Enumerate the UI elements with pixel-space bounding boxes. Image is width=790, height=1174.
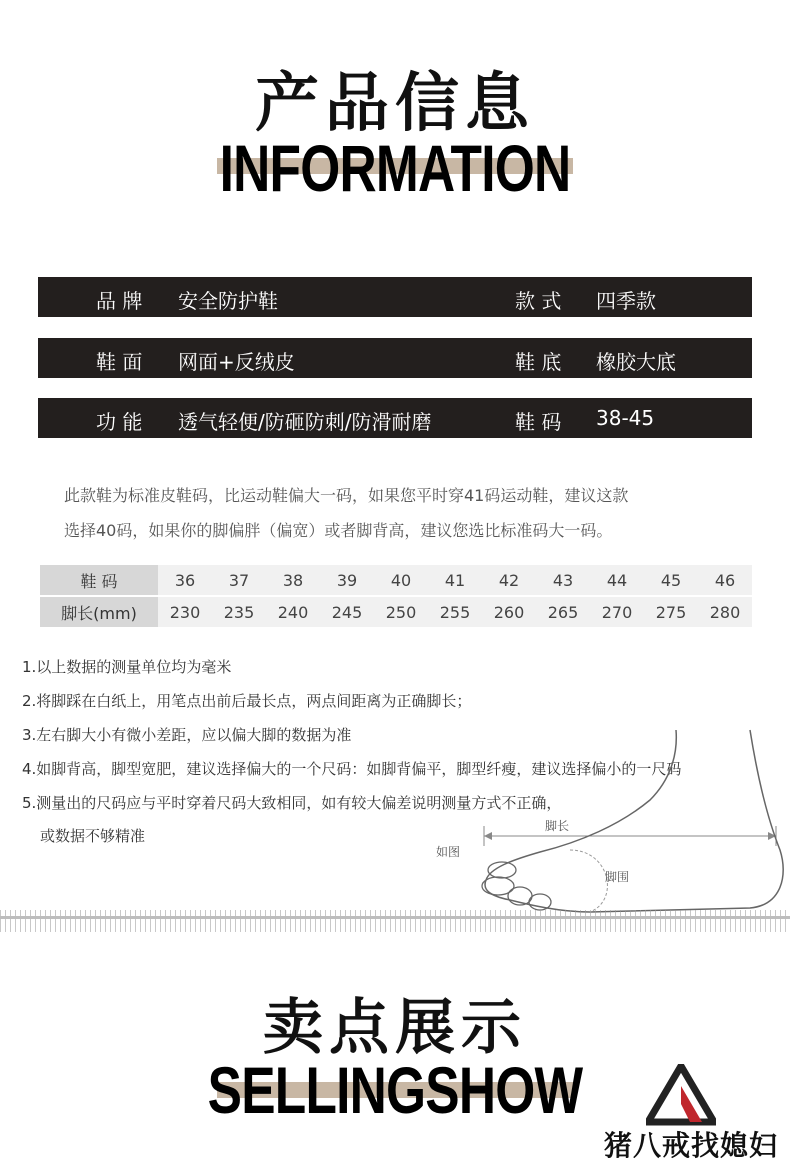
size-cell: 43 — [536, 565, 590, 596]
length-cell: 260 — [482, 596, 536, 627]
length-cell: 240 — [266, 596, 320, 627]
foot-figure-label: 如图 — [436, 845, 461, 859]
foot-length-label: 脚长 — [545, 819, 570, 833]
info-value-sole: 橡胶大底 — [596, 350, 676, 374]
info-label-function: 功 能 — [96, 410, 143, 434]
size-cell: 37 — [212, 565, 266, 596]
info-label-size: 鞋 码 — [515, 410, 562, 434]
selling-title-cn: 卖点展示 — [263, 993, 527, 1063]
foot-outline-icon — [485, 730, 783, 912]
toe-icon — [488, 862, 516, 878]
length-cell: 280 — [698, 596, 752, 627]
toe-icon — [529, 894, 551, 910]
sizing-note-line-2: 选择40码，如果你的脚偏胖（偏宽）或者脚背高，建议您选比标准码大一码。 — [64, 521, 613, 540]
measure-note-5-cont: 或数据不够精准 — [40, 827, 146, 845]
info-value-brand: 安全防护鞋 — [178, 289, 278, 313]
info-label-brand: 品 牌 — [96, 289, 143, 313]
size-cell: 45 — [644, 565, 698, 596]
foot-girth-curve — [570, 850, 607, 912]
info-label-upper: 鞋 面 — [96, 350, 143, 374]
watermark-text: 猪八戒找媳妇 — [603, 1129, 778, 1162]
length-cell: 270 — [590, 596, 644, 627]
triangle-logo-icon — [646, 1064, 716, 1126]
ruler-strip — [0, 910, 790, 932]
size-cell: 40 — [374, 565, 428, 596]
sizing-note-line-1: 此款鞋为标准皮鞋码，比运动鞋偏大一码，如果您平时穿41码运动鞋，建议这款 — [64, 486, 629, 505]
length-row — [40, 596, 752, 627]
measure-note-1: 1.以上数据的测量单位均为毫米 — [22, 658, 232, 676]
size-cell: 46 — [698, 565, 752, 596]
length-cell: 235 — [212, 596, 266, 627]
arrow-left-icon — [484, 832, 492, 840]
ruler-baseline — [0, 916, 790, 919]
foot-girth-label: 脚围 — [605, 870, 630, 884]
info-label-style: 款 式 — [515, 289, 562, 313]
measure-note-4: 4.如脚背高，脚型宽肥，建议选择偏大的一个尺码：如脚背偏平，脚型纤瘦，建议选择偏小的一尺码 — [22, 760, 682, 778]
info-row-brand — [38, 277, 752, 317]
length-cell: 250 — [374, 596, 428, 627]
info-title-en: INFORMATION — [219, 131, 571, 205]
measure-note-3: 3.左右脚大小有微小差距，应以偏大脚的数据为准 — [22, 726, 352, 744]
measure-note-5: 5.测量出的尺码应与平时穿着尺码大致相同，如有较大偏差说明测量方式不正确， — [22, 794, 562, 812]
info-value-size: 38-45 — [596, 406, 655, 430]
size-cell: 41 — [428, 565, 482, 596]
info-value-function: 透气轻便/防砸防刺/防滑耐磨 — [178, 410, 432, 434]
selling-title-en: SELLINGSHOW — [207, 1053, 583, 1127]
info-row-function — [38, 398, 752, 438]
size-cell: 42 — [482, 565, 536, 596]
measure-note-2: 2.将脚踩在白纸上，用笔点出前后最长点，两点间距离为正确脚长； — [22, 692, 472, 710]
length-cell: 245 — [320, 596, 374, 627]
info-value-upper: 网面+反绒皮 — [178, 350, 295, 374]
length-cell: 275 — [644, 596, 698, 627]
info-value-style: 四季款 — [596, 289, 656, 313]
length-cell: 265 — [536, 596, 590, 627]
size-cell: 44 — [590, 565, 644, 596]
info-row-upper — [38, 338, 752, 378]
info-title-cn: 产品信息 — [255, 67, 535, 141]
size-row-header: 鞋 码 — [40, 565, 158, 596]
size-cell: 38 — [266, 565, 320, 596]
info-label-sole: 鞋 底 — [515, 350, 562, 374]
length-row-header: 脚长(mm) — [40, 596, 158, 627]
size-cell: 36 — [158, 565, 212, 596]
size-cell: 39 — [320, 565, 374, 596]
length-cell: 255 — [428, 596, 482, 627]
size-row — [40, 565, 752, 596]
length-cell: 230 — [158, 596, 212, 627]
size-table — [40, 565, 752, 627]
